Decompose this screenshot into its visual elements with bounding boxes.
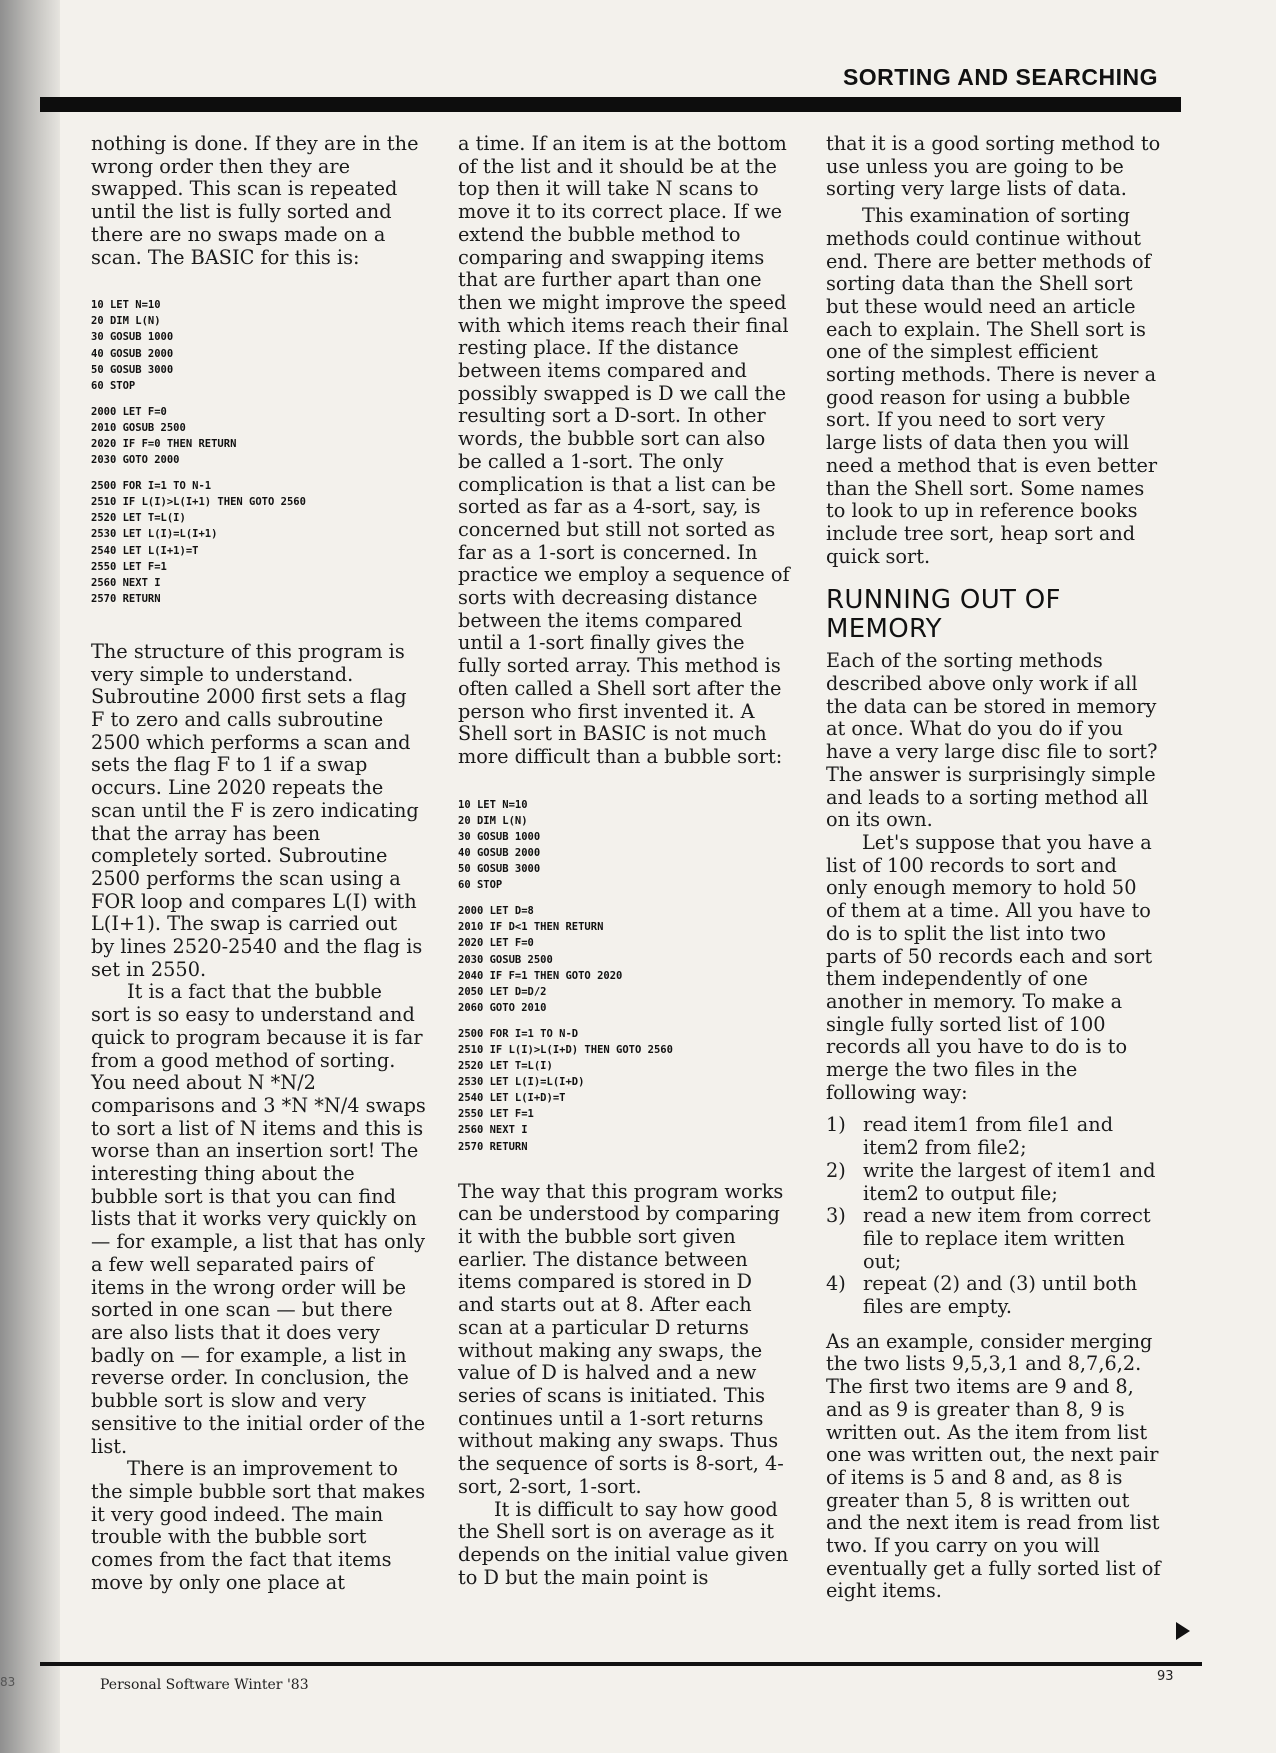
list-item: 1) read item1 from file1 and item2 from file2;	[826, 1113, 1114, 1160]
section-title: SORTING AND SEARCHING	[842, 64, 1158, 90]
paragraph: The way that this program works can be understood by comparing it with the bubble sort given earlier. The distance between items compared is stored in D and starts out at 8. After each scan at a particular D returns without making any swaps, the value of D is halved and a new series of scans is initiated. This continues until a 1-sort returns without making any swaps. Thus the sequence of sorts is 8-sort, 4-sort, 2-sort, 1-sort.	[458, 1179, 784, 1498]
continued-arrow-icon	[1176, 1622, 1190, 1640]
list-item: 4) repeat (2) and (3) until both files are empty.	[826, 1272, 1138, 1319]
code-listing: 2500 FOR I=1 TO N-1 2510 IF L(I)>L(I+1) THEN GOTO 2560 2520 LET T=L(I) 2530 LET L(I)=L(I+1) 2540 LET L(I+1)=T 2550 LET F=1 2560 NEXT I 2570 RETURN	[91, 480, 306, 605]
paragraph: There is an improvement to the simple bubble sort that makes it very good indeed. The main trouble with the bubble sort comes from the fact that items move by only one place at	[91, 1457, 426, 1594]
paragraph: Let's suppose that you have a list of 100 records to sort and only enough memory to hold 50 of them at a time. All you have to do is to split the list into two parts of 50 records each and sort them independently of one another in memory. To make a single fully sorted list of 100 records all you have to do is to merge the two files in the following way:	[826, 830, 1153, 1104]
magazine-page	[40, 0, 1276, 1753]
paragraph: As an example, consider merging the two lists 9,5,3,1 and 8,7,6,2. The first two items are 9 and 8, and as 9 is greater than 8, 9 is written out. As the item from list one was written out, the next pair of items is 5 and 8 and, as 8 is greater than 5, 8 is written out and the next item is read from list two. If you carry on you will eventually get a fully sorted list of eight items.	[826, 1329, 1161, 1603]
code-listing: 10 LET N=10 20 DIM L(N) 30 GOSUB 1000 40 GOSUB 2000 50 GOSUB 3000 60 STOP	[458, 798, 541, 892]
paragraph: Each of the sorting methods described above only work if all the data can be stored in memory at once. What do you do if you have a very large disc file to sort? The answer is surprisingly simple and leads to a sorting method all on its own.	[826, 649, 1158, 832]
section-heading: RUNNING OUT OF MEMORY	[826, 585, 1061, 645]
paragraph: that it is a good sorting method to use unless you are going to be sorting very large lists of data.	[826, 132, 1161, 201]
adjacent-page-number: 83	[0, 1675, 16, 1689]
publication-footer: Personal Software Winter '83	[100, 1677, 309, 1693]
code-listing: 2000 LET F=0 2010 GOSUB 2500 2020 IF F=0 THEN RETURN 2030 GOTO 2000	[91, 405, 237, 467]
column-3	[826, 133, 1161, 1603]
paragraph: nothing is done. If they are in the wrong order then they are swapped. This scan is repeated until the list is fully sorted and there are no swaps made on a scan. The BASIC for this is:	[91, 132, 419, 269]
column-2	[458, 133, 793, 1589]
paragraph: This examination of sorting methods could continue without end. There are better methods of sorting data than the Shell sort but these would need an article each to explain. The Shell sort is one of the simplest efficient sorting methods. There is never a good reason for using a bubble sort. If you need to sort very large lists of data then you will need a method that is even better than the Shell sort. Some names to look to up in reference books include tree sort, heap sort and quick sort.	[826, 204, 1158, 568]
code-listing: 2500 FOR I=1 TO N-D 2510 IF L(I)>L(I+D) THEN GOTO 2560 2520 LET T=L(I) 2530 LET L(I)=L(I+D) 2540 LET L(I+D)=T 2550 LET F=1 2560 NEXT I 2570 RETURN	[458, 1027, 673, 1153]
paragraph: a time. If an item is at the bottom of the list and it should be at the top then it will take N scans to move it to its correct place. If we extend the bubble method to comparing and swapping items that are further apart than one then we might improve the speed with which items reach their final resting place. If the distance between items compared and possibly swapped is D we call the resulting sort a D-sort. In other words, the bubble sort can also be called a 1-sort. The only complication is that a list can be sorted as far as a 4-sort, say, is concerned but still not sorted as far as a 1-sort is concerned. In practice we employ a sequence of sorts with decreasing distance between the items compared until a 1-sort finally gives the fully sorted array. This method is often called a Shell sort after the person who first invented it. A Shell sort in BASIC is not much more difficult than a bubble sort:	[458, 132, 790, 768]
header-rule	[40, 97, 1181, 112]
list-item: 2) write the largest of item1 and item2 to output file;	[826, 1158, 1156, 1205]
list-item: 3) read a new item from correct file to replace item written out;	[826, 1204, 1151, 1273]
page-number: 93	[1157, 1669, 1174, 1684]
paragraph: It is a fact that the bubble sort is so easy to understand and quick to program because it is far from a good method of sorting. You need about N *N/2 comparisons and 3 *N *N/4 swaps to sort a list of N items and this is worse than an insertion sort! The interesting thing about the bubble sort is that you can find lists that it works very quickly on — for example, a list that has only a few well separated pairs of items in the wrong order will be sorted in one scan — but there are also lists that it does very badly on — for example, a list in reverse order. In conclusion, the bubble sort is slow and very sensitive to the initial order of the list.	[91, 980, 426, 1458]
column-1	[91, 133, 426, 1594]
merge-steps-list	[826, 1114, 1161, 1318]
paragraph: The structure of this program is very simple to understand. Subroutine 2000 first sets a flag F to zero and calls subroutine 2500 which performs a scan and sets the flag F to 1 if a swap occurs. Line 2020 repeats the scan until the F is zero indicating that the array has been completely sorted. Subroutine 2500 performs the scan using a FOR loop and compares L(I) with L(I+1). The swap is carried out by lines 2520-2540 and the flag is set in 2550.	[91, 639, 423, 981]
footer-rule	[40, 1662, 1202, 1666]
code-listing: 10 LET N=10 20 DIM L(N) 30 GOSUB 1000 40 GOSUB 2000 50 GOSUB 3000 60 STOP	[91, 299, 174, 392]
paragraph: It is difficult to say how good the Shell sort is on average as it depends on the initial value given to D but the main point is	[458, 1497, 789, 1589]
code-listing: 2000 LET D=8 2010 IF D<1 THEN RETURN 2020 LET F=0 2030 GOSUB 2500 2040 IF F=1 THEN GOTO 2020 2050 LET D=D/2 2060 GOTO 2010	[458, 905, 623, 1014]
